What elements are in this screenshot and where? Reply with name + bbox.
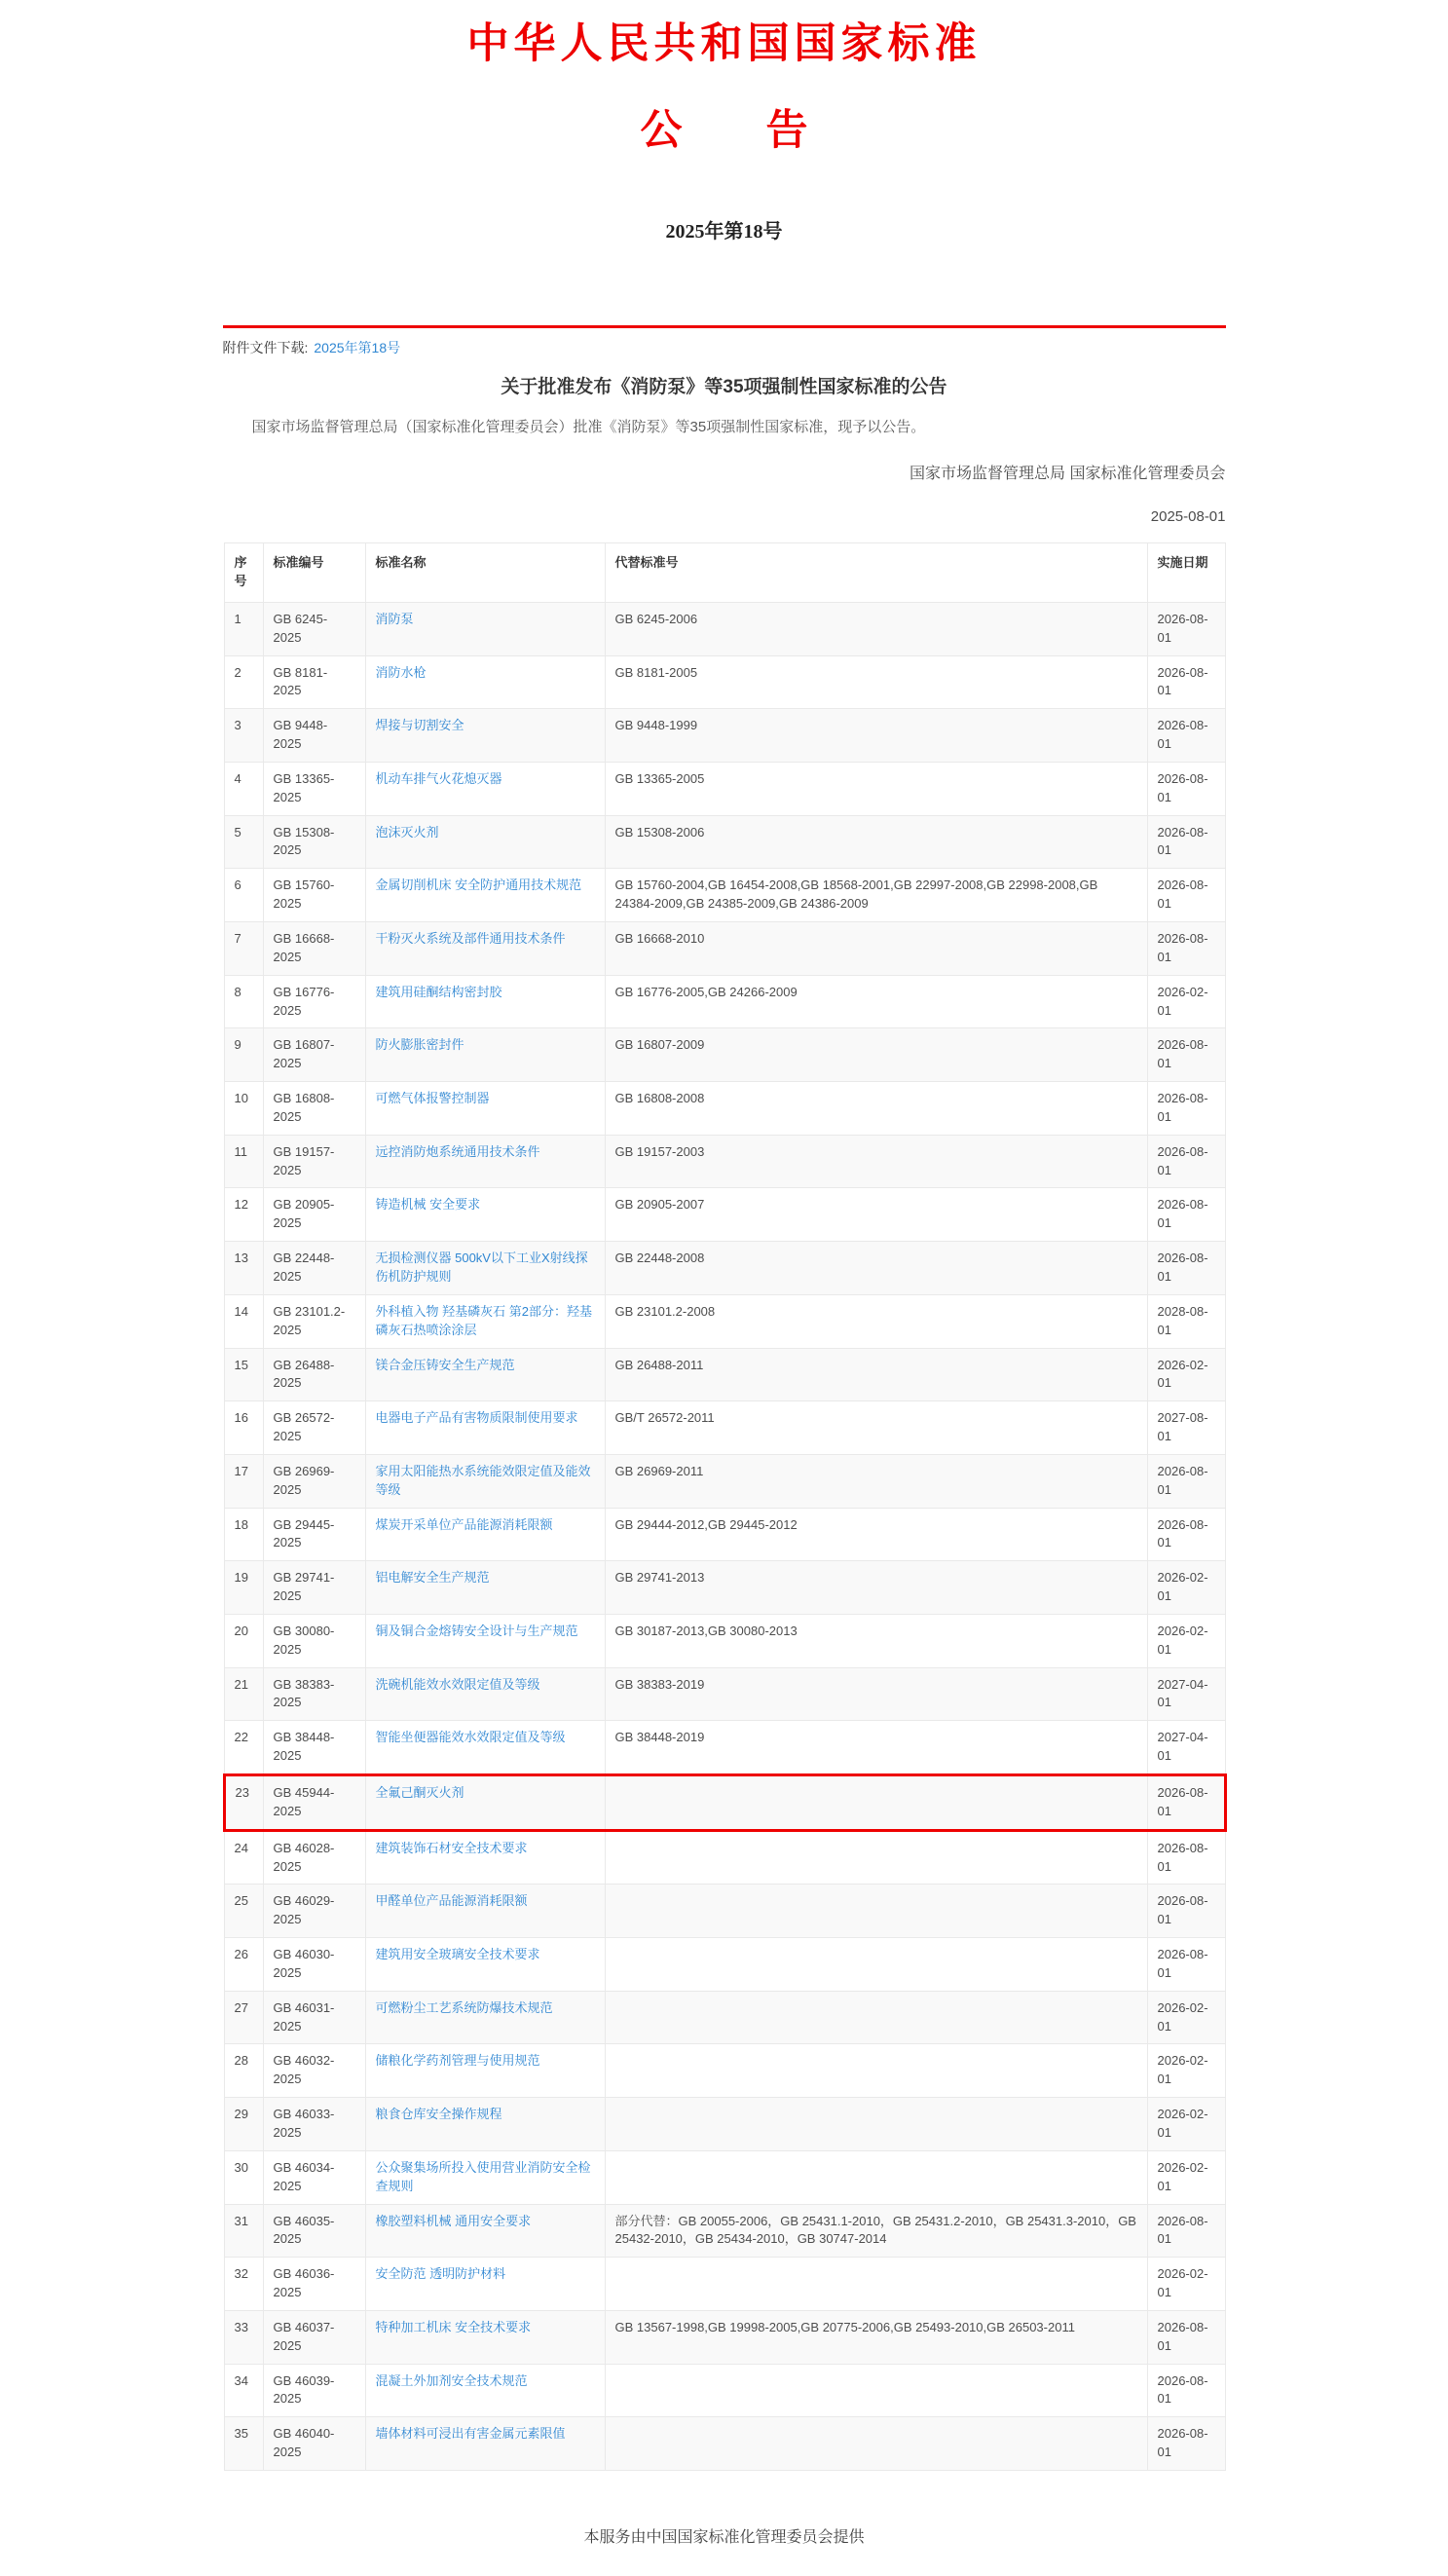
table-row bbox=[224, 1135, 1225, 1188]
cell-name bbox=[365, 1721, 605, 1775]
cell-name bbox=[365, 2150, 605, 2204]
cell-replaced: GB 16808-2008 bbox=[605, 1082, 1147, 1136]
cell-date: 2026-02-01 bbox=[1147, 2044, 1225, 2098]
cell-index: 6 bbox=[224, 869, 263, 922]
cell-name bbox=[365, 1561, 605, 1615]
cell-code: GB 19157-2025 bbox=[263, 1135, 365, 1188]
table-row bbox=[224, 1028, 1225, 1082]
cell-replaced bbox=[605, 1991, 1147, 2044]
table-row bbox=[224, 975, 1225, 1028]
cell-name bbox=[365, 1938, 605, 1992]
standard-name-link[interactable]: 金属切削机床 安全防护通用技术规范 bbox=[375, 877, 582, 893]
cell-date: 2026-08-01 bbox=[1147, 655, 1225, 709]
cell-code: GB 45944-2025 bbox=[263, 1775, 365, 1831]
table-row bbox=[224, 2150, 1225, 2204]
standard-name-link[interactable]: 防火膨胀密封件 bbox=[375, 1037, 464, 1053]
table-row bbox=[224, 2417, 1225, 2471]
attachment-row bbox=[223, 338, 1226, 357]
notice-title: 关于批准发布《消防泵》等35项强制性国家标准的公告 bbox=[501, 376, 947, 397]
cell-code: GB 46036-2025 bbox=[263, 2258, 365, 2311]
cell-code: GB 16776-2025 bbox=[263, 975, 365, 1028]
cell-replaced: GB 16776-2005,GB 24266-2009 bbox=[605, 975, 1147, 1028]
cell-code: GB 46031-2025 bbox=[263, 1991, 365, 2044]
cell-index: 17 bbox=[224, 1454, 263, 1508]
cell-code: GB 22448-2025 bbox=[263, 1242, 365, 1295]
cell-name bbox=[365, 1135, 605, 1188]
cell-date: 2026-02-01 bbox=[1147, 1348, 1225, 1401]
table-row bbox=[224, 1614, 1225, 1667]
standards-table bbox=[223, 542, 1227, 2471]
cell-name bbox=[365, 1508, 605, 1561]
cell-date: 2026-08-01 bbox=[1147, 1885, 1225, 1938]
table-row bbox=[224, 2310, 1225, 2364]
cell-index: 13 bbox=[224, 1242, 263, 1295]
table-row bbox=[224, 1938, 1225, 1992]
table-row bbox=[224, 2204, 1225, 2258]
table-row bbox=[224, 762, 1225, 815]
issue-number: 2025年第18号 bbox=[665, 220, 783, 243]
table-row bbox=[224, 1454, 1225, 1508]
standard-name-link[interactable]: 外科植入物 羟基磷灰石 第2部分：羟基磷灰石热喷涂涂层 bbox=[375, 1303, 592, 1337]
cell-name bbox=[365, 1188, 605, 1242]
cell-replaced: GB/T 26572-2011 bbox=[605, 1401, 1147, 1455]
cell-index: 18 bbox=[224, 1508, 263, 1561]
cell-code: GB 38448-2025 bbox=[263, 1721, 365, 1775]
cell-date: 2026-08-01 bbox=[1147, 709, 1225, 763]
cell-index: 8 bbox=[224, 975, 263, 1028]
cell-index: 3 bbox=[224, 709, 263, 763]
cell-replaced: GB 29444-2012,GB 29445-2012 bbox=[605, 1508, 1147, 1561]
cell-date: 2027-04-01 bbox=[1147, 1721, 1225, 1775]
table-row bbox=[224, 1508, 1225, 1561]
cell-date: 2026-08-01 bbox=[1147, 1028, 1225, 1082]
table-row bbox=[224, 1188, 1225, 1242]
cell-name bbox=[365, 602, 605, 655]
cell-date: 2026-08-01 bbox=[1147, 815, 1225, 869]
cell-replaced: GB 13567-1998,GB 19998-2005,GB 20775-2006,GB 25493-2010,GB 26503-2011 bbox=[605, 2310, 1147, 2364]
cell-code: GB 16668-2025 bbox=[263, 922, 365, 976]
cell-name bbox=[365, 2098, 605, 2151]
table-row bbox=[224, 1885, 1225, 1938]
cell-code: GB 38383-2025 bbox=[263, 1667, 365, 1721]
cell-replaced: GB 22448-2008 bbox=[605, 1242, 1147, 1295]
cell-replaced: GB 15760-2004,GB 16454-2008,GB 18568-2001,GB 22997-2008,GB 22998-2008,GB 24384-2009,GB 24385-2009,GB 24386-2009 bbox=[605, 869, 1147, 922]
cell-code: GB 46028-2025 bbox=[263, 1830, 365, 1885]
cell-date: 2026-02-01 bbox=[1147, 2098, 1225, 2151]
cell-index: 19 bbox=[224, 1561, 263, 1615]
cell-index: 28 bbox=[224, 2044, 263, 2098]
standards-announcement-page bbox=[223, 0, 1226, 2547]
cell-code: GB 46032-2025 bbox=[263, 2044, 365, 2098]
cell-index: 22 bbox=[224, 1721, 263, 1775]
cell-date: 2026-08-01 bbox=[1147, 1188, 1225, 1242]
cell-replaced bbox=[605, 2098, 1147, 2151]
cell-name bbox=[365, 2417, 605, 2471]
cell-code: GB 46035-2025 bbox=[263, 2204, 365, 2258]
cell-index: 12 bbox=[224, 1188, 263, 1242]
cell-index: 27 bbox=[224, 1991, 263, 2044]
table-row bbox=[224, 1294, 1225, 1348]
table-row bbox=[224, 869, 1225, 922]
cell-index: 24 bbox=[224, 1830, 263, 1885]
table-row bbox=[224, 709, 1225, 763]
cell-code: GB 23101.2-2025 bbox=[263, 1294, 365, 1348]
cell-date: 2026-08-01 bbox=[1147, 1135, 1225, 1188]
standard-name-link[interactable]: 铜及铜合金熔铸安全设计与生产规范 bbox=[375, 1623, 578, 1638]
cell-replaced: GB 26488-2011 bbox=[605, 1348, 1147, 1401]
cell-code: GB 16808-2025 bbox=[263, 1082, 365, 1136]
cell-name bbox=[365, 1991, 605, 2044]
standard-name-link[interactable]: 洗碗机能效水效限定值及等级 bbox=[375, 1676, 540, 1692]
cell-index: 31 bbox=[224, 2204, 263, 2258]
cell-date: 2026-02-01 bbox=[1147, 975, 1225, 1028]
cell-code: GB 46033-2025 bbox=[263, 2098, 365, 2151]
table-row bbox=[224, 2364, 1225, 2417]
cell-name bbox=[365, 2044, 605, 2098]
cell-code: GB 9448-2025 bbox=[263, 709, 365, 763]
cell-replaced bbox=[605, 2258, 1147, 2311]
cell-index: 30 bbox=[224, 2150, 263, 2204]
table-row bbox=[224, 2258, 1225, 2311]
cell-name bbox=[365, 1348, 605, 1401]
footer-text: 本服务由中国国家标准化管理委员会提供 bbox=[583, 2528, 865, 2546]
cell-code: GB 8181-2025 bbox=[263, 655, 365, 709]
table-row bbox=[224, 1561, 1225, 1615]
cell-replaced: GB 9448-1999 bbox=[605, 709, 1147, 763]
standard-name-link[interactable]: 铸造机械 安全要求 bbox=[375, 1197, 481, 1213]
standard-name-link[interactable]: 干粉灭火系统及部件通用技术条件 bbox=[375, 931, 566, 946]
cell-index: 5 bbox=[224, 815, 263, 869]
col-header-name: 标准名称 bbox=[365, 543, 605, 603]
standard-name-link[interactable]: 无损检测仪器 500kV以下工业X射线探伤机防护规则 bbox=[375, 1251, 588, 1284]
attachment-label: 附件文件下载: bbox=[222, 339, 309, 355]
cell-date: 2026-08-01 bbox=[1147, 1830, 1225, 1885]
standard-name-link[interactable]: 远控消防炮系统通用技术条件 bbox=[375, 1143, 540, 1159]
standard-name-link[interactable]: 消防泵 bbox=[375, 611, 414, 626]
cell-name bbox=[365, 762, 605, 815]
cell-code: GB 30080-2025 bbox=[263, 1614, 365, 1667]
cell-code: GB 46029-2025 bbox=[263, 1885, 365, 1938]
cell-code: GB 16807-2025 bbox=[263, 1028, 365, 1082]
cell-date: 2026-08-01 bbox=[1147, 1454, 1225, 1508]
cell-date: 2026-02-01 bbox=[1147, 2150, 1225, 2204]
cell-date: 2026-08-01 bbox=[1147, 869, 1225, 922]
cell-index: 35 bbox=[224, 2417, 263, 2471]
cell-name bbox=[365, 1242, 605, 1295]
cell-date: 2026-08-01 bbox=[1147, 1082, 1225, 1136]
standard-name-link[interactable]: 煤炭开采单位产品能源消耗限额 bbox=[375, 1516, 553, 1532]
cell-date: 2026-02-01 bbox=[1147, 1614, 1225, 1667]
table-row bbox=[224, 1242, 1225, 1295]
cell-index: 2 bbox=[224, 655, 263, 709]
cell-name bbox=[365, 1082, 605, 1136]
cell-replaced: GB 16807-2009 bbox=[605, 1028, 1147, 1082]
cell-index: 15 bbox=[224, 1348, 263, 1401]
cell-index: 21 bbox=[224, 1667, 263, 1721]
standard-name-link[interactable]: 建筑用硅酮结构密封胶 bbox=[375, 984, 502, 999]
cell-date: 2027-08-01 bbox=[1147, 1401, 1225, 1455]
cell-code: GB 13365-2025 bbox=[263, 762, 365, 815]
cell-index: 33 bbox=[224, 2310, 263, 2364]
standard-name-link[interactable]: 电器电子产品有害物质限制使用要求 bbox=[375, 1410, 578, 1426]
cell-replaced: GB 6245-2006 bbox=[605, 602, 1147, 655]
cell-index: 23 bbox=[224, 1775, 263, 1831]
cell-code: GB 26488-2025 bbox=[263, 1348, 365, 1401]
cell-date: 2026-08-01 bbox=[1147, 2417, 1225, 2471]
cell-name bbox=[365, 815, 605, 869]
cell-index: 4 bbox=[224, 762, 263, 815]
announcement-heading: 公 告 bbox=[640, 108, 808, 155]
standard-name-link[interactable]: 甲醛单位产品能源消耗限额 bbox=[375, 1893, 528, 1909]
cell-index: 16 bbox=[224, 1401, 263, 1455]
standard-name-link[interactable]: 机动车排气火花熄灭器 bbox=[375, 770, 502, 786]
cell-date: 2026-02-01 bbox=[1147, 1991, 1225, 2044]
col-header-date: 实施日期 bbox=[1147, 543, 1225, 603]
table-row bbox=[224, 602, 1225, 655]
cell-code: GB 15308-2025 bbox=[263, 815, 365, 869]
cell-replaced: GB 8181-2005 bbox=[605, 655, 1147, 709]
cell-replaced: GB 29741-2013 bbox=[605, 1561, 1147, 1615]
table-row bbox=[224, 1991, 1225, 2044]
cell-name bbox=[365, 869, 605, 922]
cell-code: GB 46037-2025 bbox=[263, 2310, 365, 2364]
standard-name-link[interactable]: 可燃粉尘工艺系统防爆技术规范 bbox=[375, 1999, 553, 2015]
cell-code: GB 20905-2025 bbox=[263, 1188, 365, 1242]
table-header-row bbox=[224, 543, 1225, 603]
table-row bbox=[224, 1082, 1225, 1136]
cell-replaced bbox=[605, 2150, 1147, 2204]
cell-replaced bbox=[605, 2364, 1147, 2417]
cell-date: 2026-08-01 bbox=[1147, 1242, 1225, 1295]
cell-name bbox=[365, 922, 605, 976]
cell-index: 26 bbox=[224, 1938, 263, 1992]
cell-date: 2026-08-01 bbox=[1147, 602, 1225, 655]
cell-date: 2026-08-01 bbox=[1147, 2310, 1225, 2364]
cell-replaced: GB 23101.2-2008 bbox=[605, 1294, 1147, 1348]
cell-name bbox=[365, 709, 605, 763]
cell-code: GB 46034-2025 bbox=[263, 2150, 365, 2204]
cell-replaced: GB 13365-2005 bbox=[605, 762, 1147, 815]
cell-code: GB 46040-2025 bbox=[263, 2417, 365, 2471]
cell-date: 2026-02-01 bbox=[1147, 2258, 1225, 2311]
cell-date: 2026-08-01 bbox=[1147, 922, 1225, 976]
cell-replaced bbox=[605, 1938, 1147, 1992]
cell-replaced: GB 16668-2010 bbox=[605, 922, 1147, 976]
cell-date: 2026-08-01 bbox=[1147, 1508, 1225, 1561]
cell-name bbox=[365, 975, 605, 1028]
standard-name-link[interactable]: 镁合金压铸安全生产规范 bbox=[375, 1357, 515, 1372]
table-row bbox=[224, 922, 1225, 976]
standard-name-link[interactable]: 粮食仓库安全操作规程 bbox=[375, 2107, 502, 2122]
cell-replaced: GB 20905-2007 bbox=[605, 1188, 1147, 1242]
cell-name bbox=[365, 2310, 605, 2364]
table-row bbox=[224, 1667, 1225, 1721]
standard-name-link[interactable]: 建筑装饰石材安全技术要求 bbox=[375, 1840, 528, 1855]
cell-name bbox=[365, 1614, 605, 1667]
standard-name-link[interactable]: 铝电解安全生产规范 bbox=[375, 1570, 490, 1586]
cell-replaced bbox=[605, 2044, 1147, 2098]
cell-name bbox=[365, 655, 605, 709]
cell-code: GB 29445-2025 bbox=[263, 1508, 365, 1561]
standard-name-link[interactable]: 安全防范 透明防护材料 bbox=[375, 2266, 506, 2282]
cell-name bbox=[365, 1667, 605, 1721]
table-row bbox=[224, 655, 1225, 709]
table-row bbox=[224, 2098, 1225, 2151]
cell-date: 2028-08-01 bbox=[1147, 1294, 1225, 1348]
cell-index: 25 bbox=[224, 1885, 263, 1938]
cell-replaced bbox=[605, 1830, 1147, 1885]
standard-name-link[interactable]: 泡沫灭火剂 bbox=[375, 824, 439, 840]
cell-replaced: GB 15308-2006 bbox=[605, 815, 1147, 869]
notice-body: 国家市场监督管理总局（国家标准化管理委员会）批准《消防泵》等35项强制性国家标准，现予以公告。 bbox=[251, 419, 926, 436]
cell-name bbox=[365, 1401, 605, 1455]
table-row bbox=[224, 1348, 1225, 1401]
cell-replaced bbox=[605, 1775, 1147, 1831]
table-row bbox=[224, 2044, 1225, 2098]
cell-code: GB 26969-2025 bbox=[263, 1454, 365, 1508]
cell-code: GB 46039-2025 bbox=[263, 2364, 365, 2417]
cell-date: 2026-08-01 bbox=[1147, 2204, 1225, 2258]
cell-index: 14 bbox=[224, 1294, 263, 1348]
cell-index: 10 bbox=[224, 1082, 263, 1136]
cell-index: 7 bbox=[224, 922, 263, 976]
cell-index: 1 bbox=[224, 602, 263, 655]
cell-name bbox=[365, 1885, 605, 1938]
cell-name bbox=[365, 2258, 605, 2311]
standard-name-link[interactable]: 建筑用安全玻璃安全技术要求 bbox=[375, 1947, 540, 1962]
cell-replaced: GB 30187-2013,GB 30080-2013 bbox=[605, 1614, 1147, 1667]
cell-name bbox=[365, 2364, 605, 2417]
cell-code: GB 6245-2025 bbox=[263, 602, 365, 655]
table-row bbox=[224, 1721, 1225, 1775]
cell-replaced: GB 19157-2003 bbox=[605, 1135, 1147, 1188]
cell-name bbox=[365, 1775, 605, 1831]
standard-name-link[interactable]: 可燃气体报警控制器 bbox=[375, 1091, 490, 1106]
cell-replaced: GB 38383-2019 bbox=[605, 1667, 1147, 1721]
cell-name bbox=[365, 1028, 605, 1082]
col-header-index: 序号 bbox=[224, 543, 263, 603]
red-divider bbox=[223, 325, 1226, 328]
cell-index: 11 bbox=[224, 1135, 263, 1188]
cell-name bbox=[365, 1830, 605, 1885]
cell-index: 34 bbox=[224, 2364, 263, 2417]
table-row bbox=[224, 815, 1225, 869]
cell-name bbox=[365, 1294, 605, 1348]
cell-index: 29 bbox=[224, 2098, 263, 2151]
cell-date: 2027-04-01 bbox=[1147, 1667, 1225, 1721]
cell-date: 2026-08-01 bbox=[1147, 1938, 1225, 1992]
standard-name-link[interactable]: 墙体材料可浸出有害金属元素限值 bbox=[375, 2426, 566, 2442]
cell-date: 2026-08-01 bbox=[1147, 1775, 1225, 1831]
col-header-code: 标准编号 bbox=[263, 543, 365, 603]
standard-name-link[interactable]: 公众聚集场所投入使用营业消防安全检查规则 bbox=[375, 2159, 591, 2193]
cell-replaced: 部分代替：GB 20055-2006，GB 25431.1-2010，GB 25431.2-2010，GB 25431.3-2010，GB 25432-2010，GB 25434-2010，GB 30747-2014 bbox=[605, 2204, 1147, 2258]
cell-date: 2026-02-01 bbox=[1147, 1561, 1225, 1615]
cell-index: 20 bbox=[224, 1614, 263, 1667]
col-header-replaced: 代替标准号 bbox=[605, 543, 1147, 603]
cell-date: 2026-08-01 bbox=[1147, 2364, 1225, 2417]
cell-replaced bbox=[605, 1885, 1147, 1938]
standard-name-link[interactable]: 智能坐便器能效水效限定值及等级 bbox=[375, 1730, 566, 1745]
cell-date: 2026-08-01 bbox=[1147, 762, 1225, 815]
publish-date: 2025-08-01 bbox=[1150, 508, 1226, 526]
cell-code: GB 26572-2025 bbox=[263, 1401, 365, 1455]
signature: 国家市场监督管理总局 国家标准化管理委员会 bbox=[910, 466, 1226, 483]
standard-name-link[interactable]: 消防水枪 bbox=[375, 664, 427, 680]
standard-name-link[interactable]: 全氟己酮灭火剂 bbox=[375, 1785, 464, 1800]
standard-name-link[interactable]: 储粮化学药剂管理与使用规范 bbox=[375, 2053, 540, 2069]
standard-name-link[interactable]: 混凝土外加剂安全技术规范 bbox=[375, 2372, 528, 2388]
cell-name bbox=[365, 2204, 605, 2258]
cell-code: GB 29741-2025 bbox=[263, 1561, 365, 1615]
table-row-highlighted bbox=[224, 1775, 1225, 1831]
cell-index: 9 bbox=[224, 1028, 263, 1082]
cell-replaced bbox=[605, 2417, 1147, 2471]
cell-code: GB 15760-2025 bbox=[263, 869, 365, 922]
table-row bbox=[224, 1830, 1225, 1885]
table-row bbox=[224, 1401, 1225, 1455]
standard-name-link[interactable]: 家用太阳能热水系统能效限定值及能效等级 bbox=[375, 1463, 591, 1497]
cell-code: GB 46030-2025 bbox=[263, 1938, 365, 1992]
cell-replaced: GB 26969-2011 bbox=[605, 1454, 1147, 1508]
standard-name-link[interactable]: 焊接与切割安全 bbox=[375, 718, 464, 733]
attachment-link[interactable]: 2025年第18号 bbox=[314, 339, 401, 355]
standard-name-link[interactable]: 特种加工机床 安全技术要求 bbox=[375, 2319, 532, 2334]
page-title: 中华人民共和国国家标准 bbox=[466, 21, 982, 67]
standard-name-link[interactable]: 橡胶塑料机械 通用安全要求 bbox=[375, 2213, 532, 2228]
cell-index: 32 bbox=[224, 2258, 263, 2311]
cell-replaced: GB 38448-2019 bbox=[605, 1721, 1147, 1775]
cell-name bbox=[365, 1454, 605, 1508]
